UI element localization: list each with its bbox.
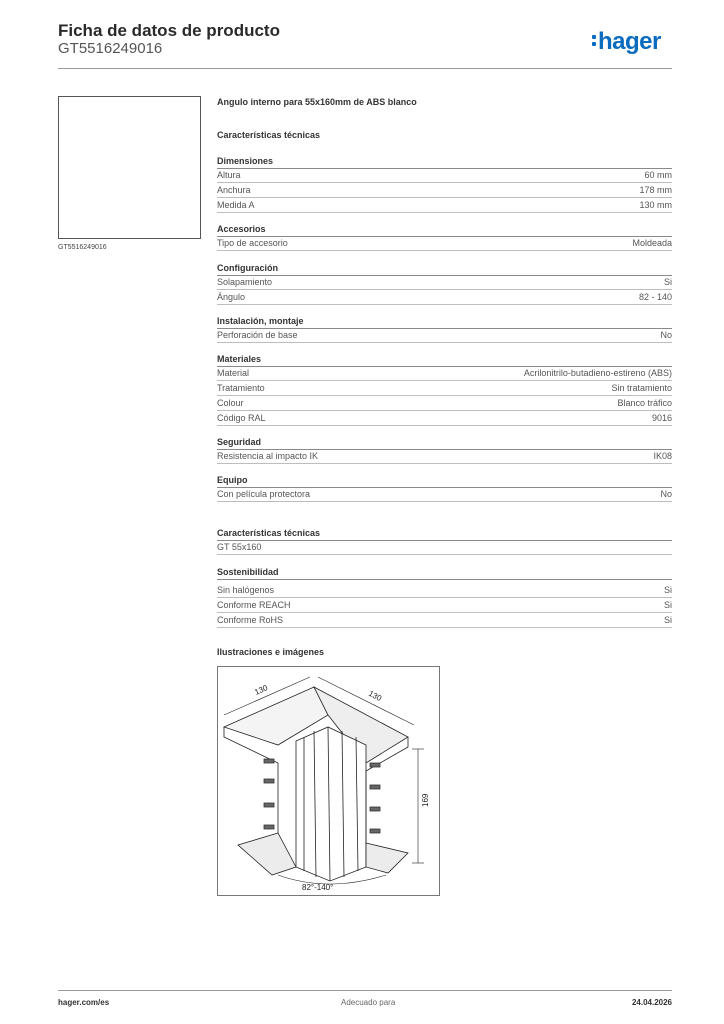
spec-label: GT 55x160 [217,542,262,552]
section-title-dimensiones: Dimensiones [217,156,274,166]
dim-label-height: 169 [421,793,430,807]
spec-row [217,236,672,251]
spec-row [217,198,672,213]
spec-value: Si [663,585,672,595]
spec-label: Colour [217,398,244,408]
footer-date: 24.04.2026 [631,998,672,1007]
spec-label: Altura [217,170,241,180]
spec-row [217,583,672,598]
section-title-tech: Características técnicas [217,130,321,140]
spec-label: Código RAL [217,413,266,423]
spec-label: Ángulo [217,292,246,302]
spec-label: Tipo de accesorio [217,238,288,248]
product-name: Angulo interno para 55x160mm de ABS blanco [217,97,417,107]
spec-label: Medida A [217,200,255,210]
spec-label: Solapamiento [217,277,273,287]
spec-label: Perforación de base [217,330,298,340]
spec-row [217,613,672,628]
section-title-seguridad: Seguridad [217,437,262,447]
section-title-accesorios: Accesorios [217,224,266,234]
product-image-caption: GT5516249016 [58,244,107,251]
dim-label-left: 130 [253,683,270,697]
section-title-instalacion: Instalación, montaje [217,316,304,326]
product-reference: GT5516249016 [58,40,163,57]
spec-row [217,487,672,502]
section-title-sostenibilidad: Sostenibilidad [217,567,279,577]
header-divider [58,68,672,69]
footer-divider [58,990,672,991]
technical-drawing-frame [217,666,440,896]
spec-row [217,328,672,343]
spec-label: Conforme RoHS [217,615,284,625]
dim-label-right: 130 [367,688,384,704]
spec-value: 130 mm [639,200,672,210]
spec-row [217,598,672,613]
spec-value: Si [663,615,672,625]
spec-row [217,275,672,290]
footer-website: hager.com/es [58,998,110,1007]
hager-logo [592,28,661,56]
spec-label: Sin halógenos [217,585,275,595]
section-title-tech-range: Características técnicas [217,528,321,538]
spec-row [217,396,672,411]
spec-label: Anchura [217,185,251,195]
product-image-frame [58,96,201,239]
spec-row [217,411,672,426]
spec-value: 178 mm [639,185,672,195]
spec-value: No [660,489,672,499]
spec-row [217,540,672,555]
spec-row [217,183,672,198]
footer-note: Adecuado para [341,998,396,1007]
page-title: Ficha de datos de producto [58,21,280,40]
spec-row [217,381,672,396]
spec-value: 60 mm [644,170,672,180]
section-divider [217,579,672,580]
spec-value: 82 - 140 [638,292,672,302]
spec-label: Con película protectora [217,489,311,499]
spec-value: Blanco tráfico [617,398,672,408]
section-title-materiales: Materiales [217,354,262,364]
spec-row [217,449,672,464]
spec-value: No [660,330,672,340]
spec-value: Acrilonitrilo-butadieno-estireno (ABS) [523,368,672,378]
spec-value: Moldeada [632,238,672,248]
technical-drawing [218,667,439,895]
spec-value: IK08 [653,451,672,461]
logo-text: hager [598,28,661,55]
spec-label: Resistencia al impacto IK [217,451,319,461]
section-title-ilustraciones: Ilustraciones e imágenes [217,647,325,657]
spec-value: 9016 [651,413,672,423]
dim-label-angle: 82°-140° [302,883,334,892]
section-title-configuracion: Configuración [217,263,278,273]
spec-row [217,168,672,183]
spec-value: Sin tratamiento [611,383,672,393]
spec-row [217,290,672,305]
spec-value: Si [663,600,672,610]
spec-label: Conforme REACH [217,600,291,610]
spec-row [217,366,672,381]
spec-label: Tratamiento [217,383,265,393]
spec-label: Material [217,368,250,378]
spec-value: Si [663,277,672,287]
logo-colon-icon [592,34,596,48]
section-title-equipo: Equipo [217,475,248,485]
